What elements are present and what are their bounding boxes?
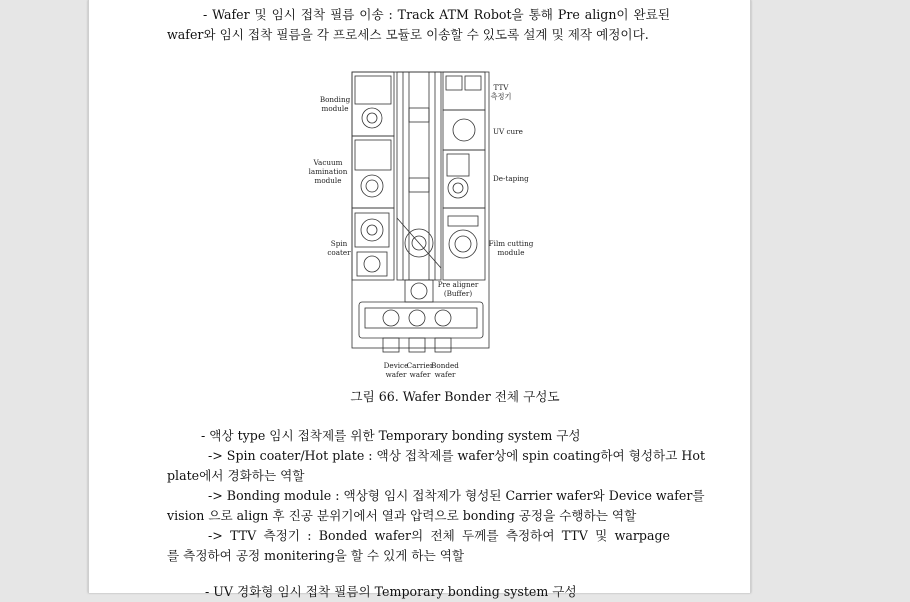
svg-text:Carrierwafer: Carrier wafer [406, 361, 434, 379]
svg-text:Bondedwafer: Bonded wafer [431, 361, 459, 379]
bonded-wafer-label: Bonded [431, 361, 459, 370]
paragraph-4-line-1: -> Bonding module : 액상형 임시 접착제가 형성된 Carrier wafer와 Device wafer를 [208, 488, 705, 503]
paragraph-5-line-1: -> TTV 측정기 : Bonded wafer의 전체 두께를 측정하여 TTV 및 warpage [208, 528, 670, 543]
carrier-wafer-label: Carrier [406, 361, 434, 370]
svg-text:Film cuttingmodule: Film cutting module [488, 239, 534, 257]
svg-text:Spincoater: Spin coater [327, 239, 351, 257]
svg-text:Bondingmodule: Bonding module [319, 95, 351, 113]
spin-coater-label: Spin [330, 239, 348, 248]
pre-aligner-label: Pre aligner [437, 280, 479, 289]
svg-text:Vacuumlaminationmodule: Vacuum lamination module [308, 158, 348, 185]
paragraph-2-line-1: - 액상 type 임시 접착제를 위한 Temporary bonding system 구성 [201, 428, 581, 443]
uv-cure-label: UV cure [493, 127, 523, 136]
vacuum-lamination-label: Vacuum [313, 158, 343, 167]
bonding-module-label: Bonding [319, 95, 351, 104]
svg-text:Devicewafer: Device wafer [383, 361, 409, 379]
svg-text:Pre aligner(Buffer): Pre aligner (Buffer) [437, 280, 479, 298]
paragraph-5-line-2: 를 측정하여 공정 monitering을 할 수 있게 하는 역할 [167, 548, 465, 563]
paragraph-6-line-1: - UV 경화형 임시 접착 필름의 Temporary bonding system 구성 [205, 584, 577, 599]
paragraph-3-line-2: plate에서 경화하는 역할 [167, 468, 305, 483]
paragraph-3-line-1: -> Spin coater/Hot plate : 액상 접착제를 wafer상에 spin coating하여 형성하고 Hot [208, 448, 706, 463]
paragraph-1-line-2: wafer와 임시 접착 필름을 각 프로세스 모듈로 이송할 수 있도록 설계 및 제작 예정이다. [167, 27, 649, 42]
detaping-label: De-taping [493, 174, 529, 183]
device-wafer-label: Device [383, 361, 409, 370]
figure-caption: 그림 66. Wafer Bonder 전체 구성도 [350, 389, 560, 404]
svg-text:TTV측정기: TTV 측정기 [490, 83, 512, 101]
film-cutting-label: Film cutting [488, 239, 534, 248]
wafer-bonder-diagram [305, 68, 540, 380]
paragraph-4-line-2: vision 으로 align 후 진공 분위기에서 열과 압력으로 bonding 공정을 수행하는 역할 [167, 508, 637, 523]
ttv-label: TTV [493, 83, 509, 92]
paragraph-1-line-1: - Wafer 및 임시 접착 필름 이송 : Track ATM Robot을 통해 Pre align이 완료된 [203, 7, 670, 22]
